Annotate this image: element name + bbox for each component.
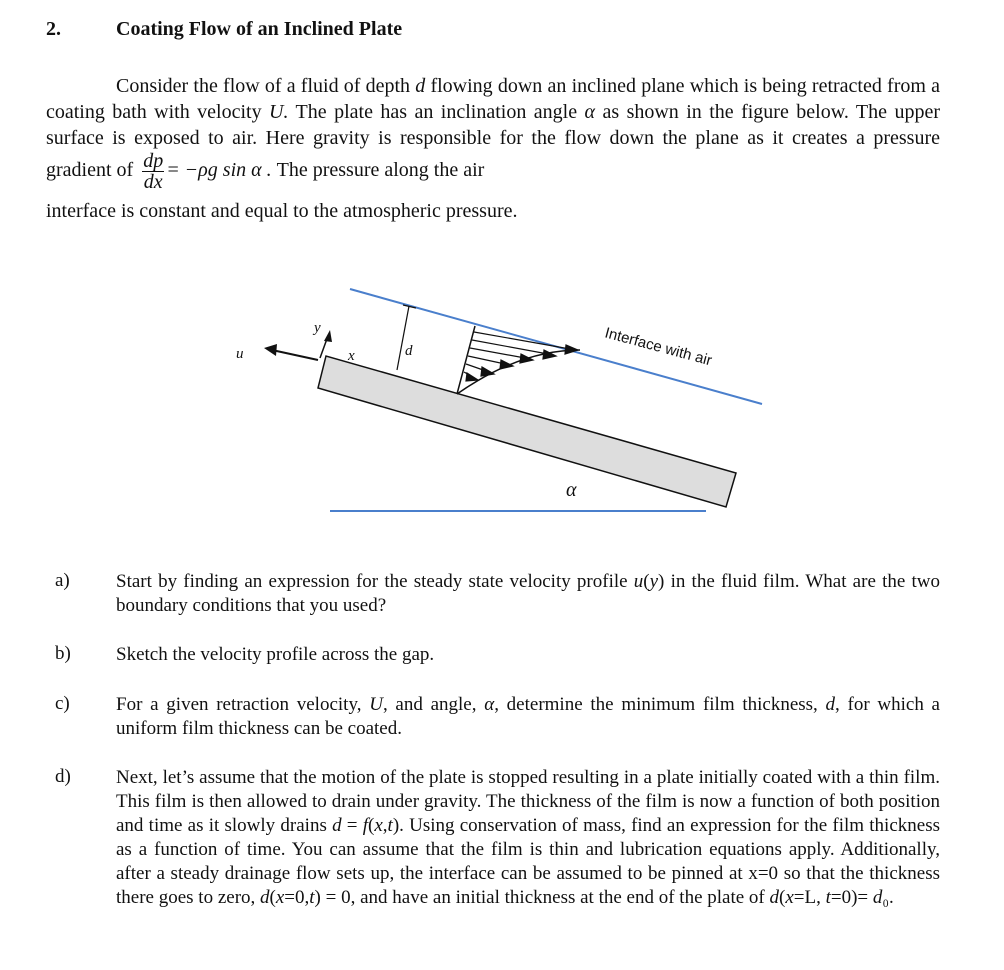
label-x: x bbox=[348, 348, 355, 364]
question-b-text: Sketch the velocity profile across the gap. bbox=[116, 644, 435, 665]
question-a-label: a) bbox=[55, 570, 70, 591]
var-d: d bbox=[415, 75, 426, 97]
velocity-profile-arrows bbox=[464, 332, 578, 381]
label-y: y bbox=[314, 320, 321, 336]
intro-paragraph bbox=[46, 73, 940, 224]
intro-text-2: flowing down an inclined plane which is being retracted from a coating bath with velocity bbox=[46, 75, 940, 123]
question-b-label: b) bbox=[55, 643, 71, 664]
question-d-label: d) bbox=[55, 766, 71, 787]
u-arrowhead bbox=[264, 344, 277, 356]
intro-text-6: interface is constant and equal to the atmospheric pressure. bbox=[46, 200, 518, 222]
label-d: d bbox=[405, 343, 413, 359]
problem-number: 2. bbox=[46, 18, 61, 40]
label-interface-with-air: Interface with air bbox=[602, 324, 714, 370]
fraction-numerator: dp bbox=[143, 150, 164, 172]
y-axis-arrowhead bbox=[324, 330, 332, 342]
label-u: u bbox=[236, 346, 244, 362]
inclined-plate-diagram bbox=[0, 270, 1004, 530]
intro-text-4: as shown in the figure below. The upper surface is exposed to air. Here gravity is responsible for the flow down the plane as it creates a pressure gradient of bbox=[46, 101, 941, 182]
pressure-gradient-fraction bbox=[142, 151, 164, 192]
intro-text-5: The pressure along the air bbox=[271, 159, 485, 182]
var-U: U. bbox=[269, 101, 289, 123]
d-dimension-line bbox=[397, 306, 409, 370]
pressure-gradient-rhs: = −ρg sin α . bbox=[166, 159, 272, 182]
question-a-text: Start by finding an expression for the steady state velocity profile u(y) in the fluid film. What are the two boundary conditions that you used? bbox=[116, 571, 940, 616]
label-alpha: α bbox=[566, 479, 577, 501]
question-d-text: Next, let’s assume that the motion of the plate is stopped resulting in a plate initially coated with a thin film. This film is then allowed to drain under gravity. The thickness of the film is now a function of both position and time as it slowly drains d = f(x,t). Using conservation of mass, find an expression for the film thickness as a function of time. You can assume that the film is thin and lubrication equations apply. Additionally, after a steady drainage flow sets up, the interface can be assumed to be pinned at x=0 so that the thickness there goes to zero, d(x=0,t) = 0, and have an initial thickness at the end of the plate of d(x=L, t=0)= d₀. bbox=[116, 767, 940, 908]
question-c-text: For a given retraction velocity, U, and angle, α, determine the minimum film thickness, d, for which a uniform film thickness can be coated. bbox=[116, 694, 940, 739]
u-arrow bbox=[272, 350, 318, 360]
intro-text-3: The plate has an inclination angle bbox=[288, 101, 585, 123]
problem-title: Coating Flow of an Inclined Plate bbox=[116, 18, 403, 40]
question-c-label: c) bbox=[55, 693, 70, 714]
var-alpha: α bbox=[584, 101, 596, 123]
intro-text-1: Consider the flow of a fluid of depth bbox=[116, 75, 416, 97]
fraction-denominator: dx bbox=[143, 171, 163, 193]
